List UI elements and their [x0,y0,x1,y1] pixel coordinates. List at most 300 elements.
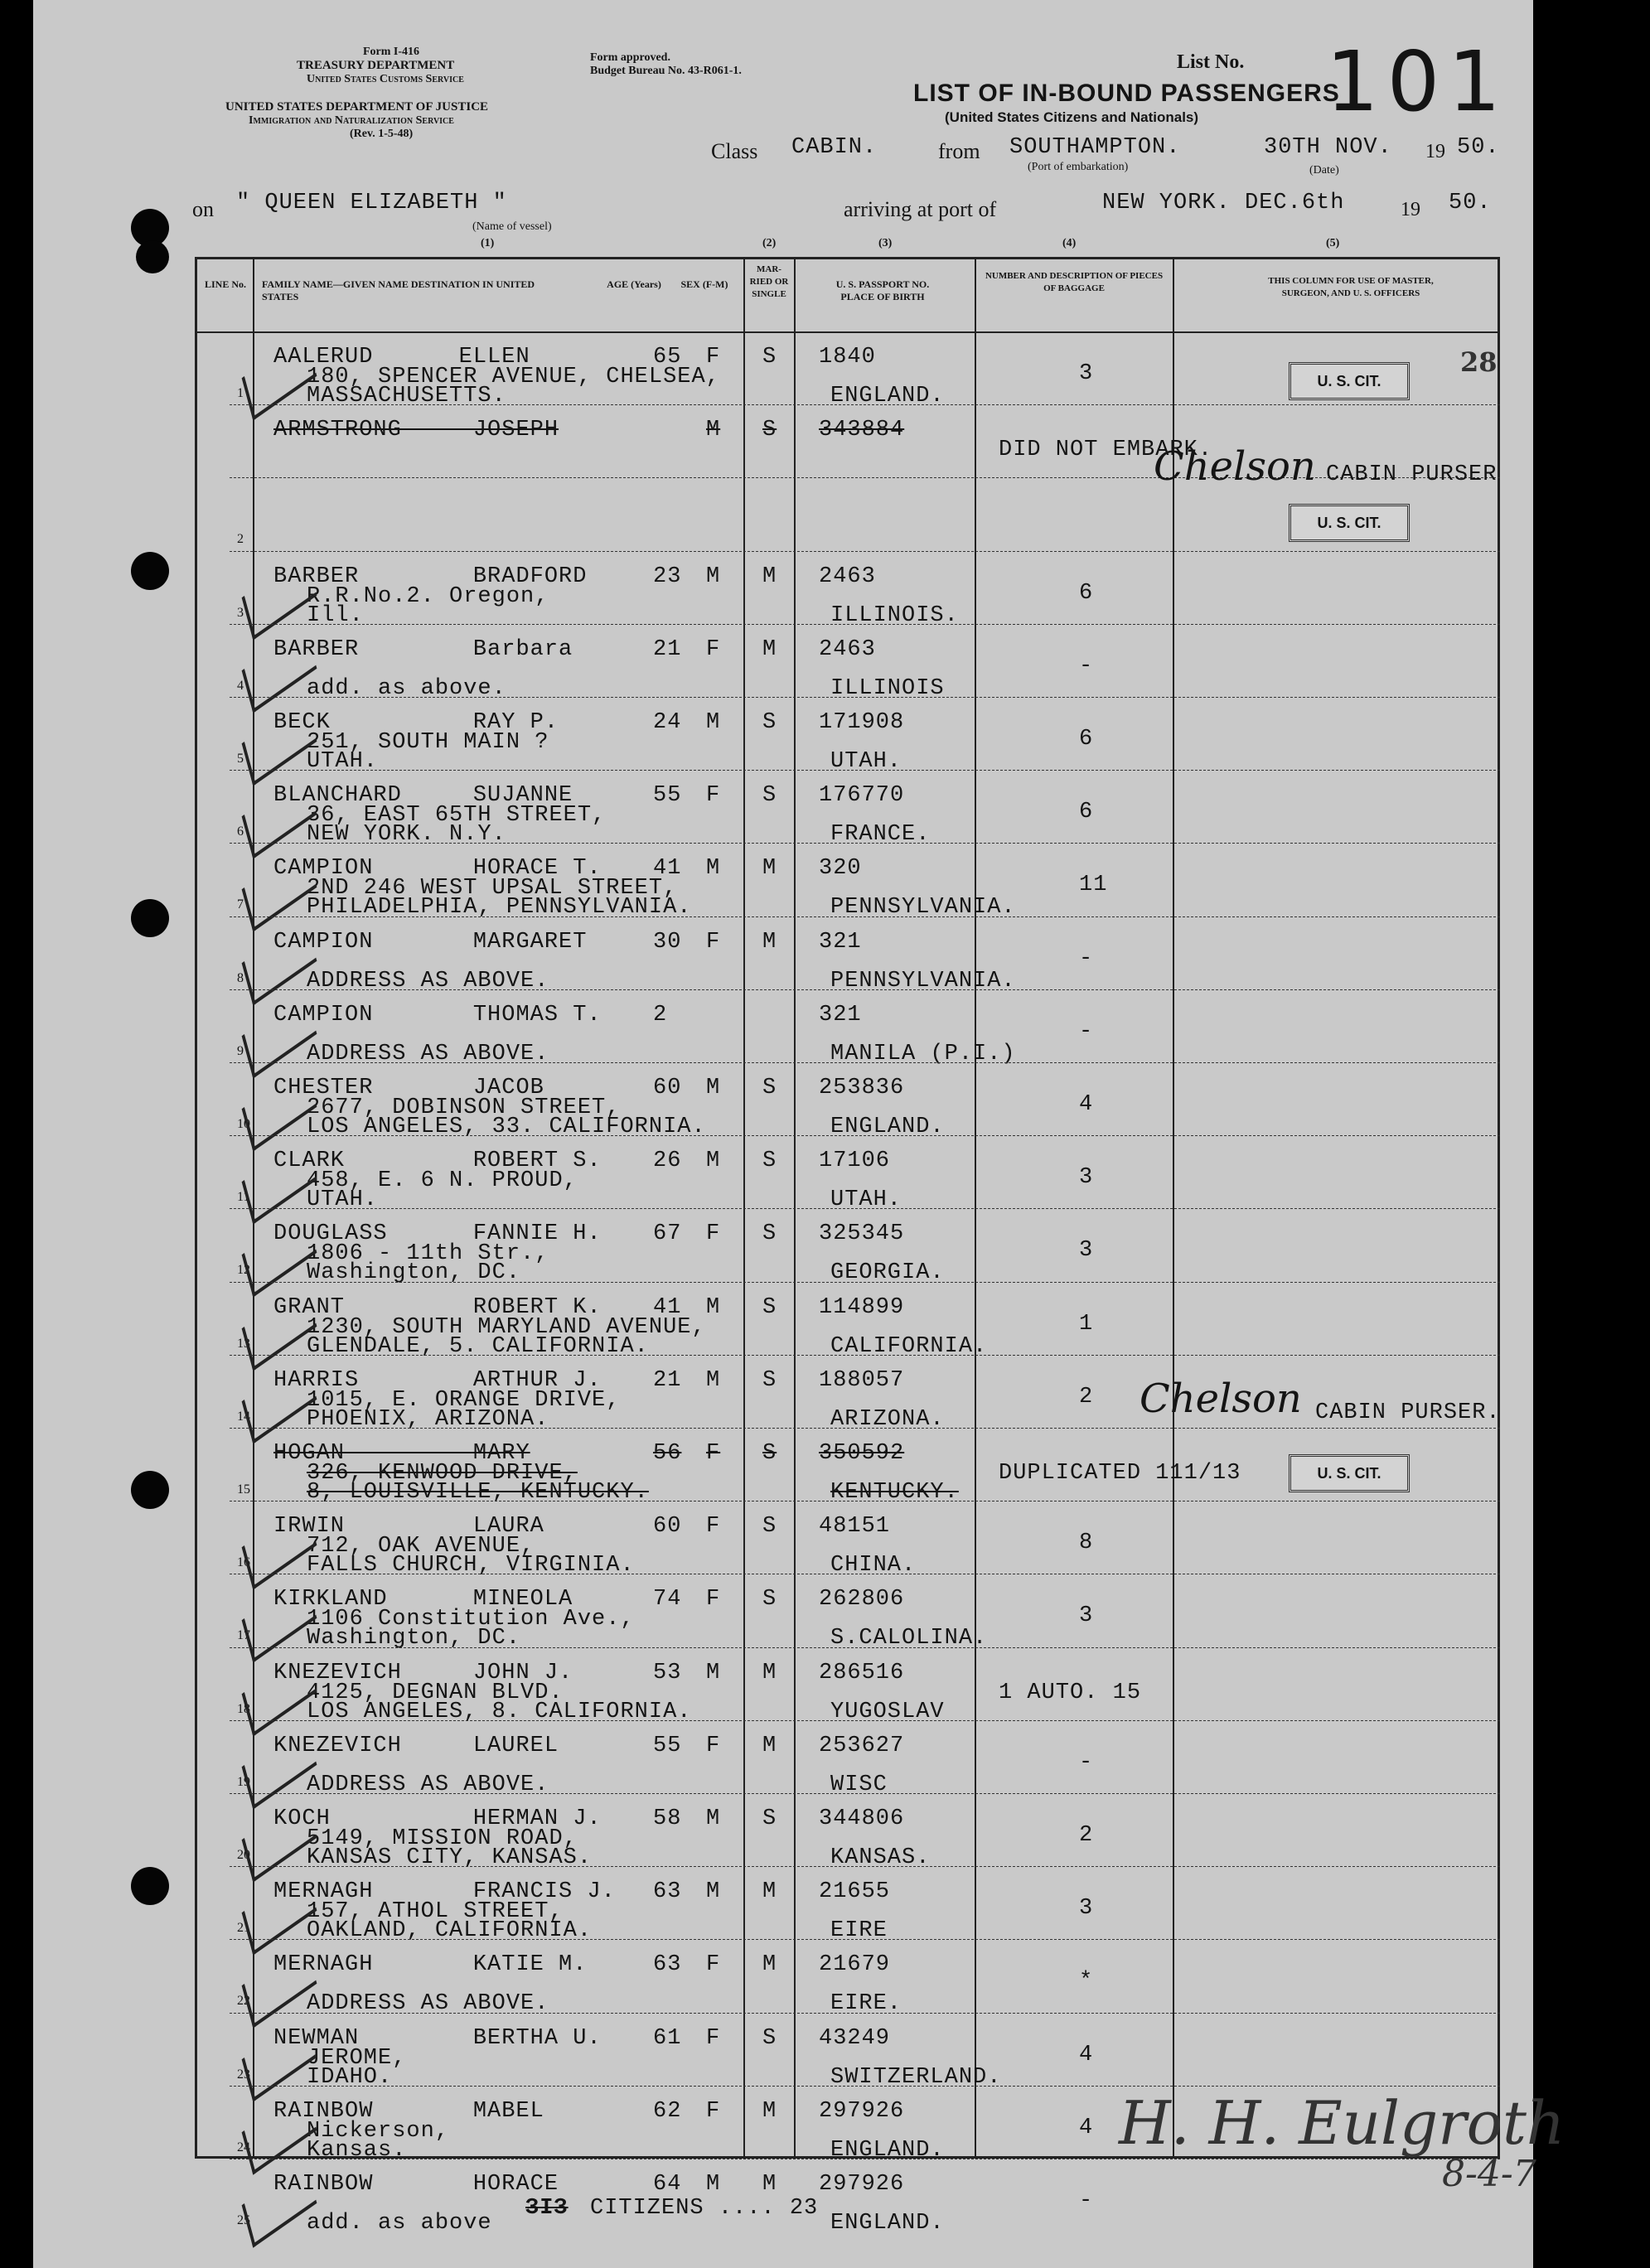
row-line-number: 18 [237,1701,250,1716]
place-of-birth: ENGLAND. [830,2211,945,2236]
passport-number: 262806 [819,1587,905,1613]
header-baggage: NUMBER AND DESCRIPTION OF PIECES OF BAGGAGE [985,271,1164,293]
baggage: - [1079,1018,1094,1044]
row-line-number: 15 [237,1482,250,1497]
place-of-birth: ENGLAND. [830,1115,945,1139]
address-line-1: 712, OAK AVENUE, [307,1534,535,1560]
place-of-birth: FRANCE. [830,822,931,848]
address-line-2: ADDRESS AS ABOVE. [307,1041,549,1066]
place-of-birth: KENTUCKY. [830,1480,959,1505]
row-divider [230,1939,1500,1940]
row-divider [230,1135,1500,1136]
passenger-age: 67 [653,1221,682,1247]
marital-status: M [762,636,777,662]
us-cit-stamp: U. S. CIT. [1289,504,1410,542]
departure-date: 30TH NOV. [1264,135,1392,160]
marital-status: M [762,2172,777,2197]
baggage: 1 [1079,1311,1094,1337]
treasury-dept: TREASURY DEPARTMENT [297,59,455,72]
row-divider [230,1793,1500,1794]
passenger-sex: F [706,1952,721,1978]
passenger-name: ARMSTRONG JOSEPH [273,418,559,443]
row-line-number: 8 [237,970,244,985]
form-approved: Form approved. [590,51,670,64]
passenger-name: MERNAGH FRANCIS J. [273,1879,616,1905]
baggage: * [1079,1969,1094,1995]
marital-status: S [762,1149,777,1174]
passenger-age: 55 [653,1733,682,1758]
page-subtitle: (United States Citizens and Nationals) [945,109,1199,125]
col-num-4: (4) [1062,237,1077,249]
justice-dept: UNITED STATES DEPARTMENT OF JUSTICE [225,100,489,114]
passenger-sex: F [706,2098,721,2124]
marital-status: S [762,345,777,370]
place-of-birth: KANSAS. [830,1845,931,1870]
year-2: 50. [1449,191,1492,215]
passenger-sex: F [706,1733,721,1758]
passenger-sex: F [706,636,721,662]
address-line-2: ADDRESS AS ABOVE. [307,968,549,994]
year-prefix-2: 19 [1401,199,1420,220]
baggage: DUPLICATED 111/13 [999,1461,1241,1486]
row-divider [230,1866,1500,1867]
header-officers: THIS COLUMN FOR USE OF MASTER, SURGEON, AND U. S. OFFICERS [1268,276,1434,298]
address-line-1: 180, SPENCER AVENUE, CHELSEA, [307,365,720,389]
baggage: 3 [1079,1165,1094,1191]
passenger-age: 60 [653,1514,682,1540]
passport-number: 171908 [819,710,905,735]
marital-status: M [762,563,777,589]
address-line-1: 2677, DOBINSON STREET, [307,1095,621,1120]
on-label: on [192,197,214,221]
passport-number: 344806 [819,1806,905,1831]
marital-status: S [762,418,777,443]
passenger-sex: F [706,783,721,809]
passenger-sex: F [706,1587,721,1613]
place-of-birth: EIRE [830,1918,888,1944]
customs-service: United States Customs Service [307,73,464,85]
passenger-sex: M [706,1367,721,1393]
baggage: 3 [1079,1603,1094,1629]
purser-label-2: CABIN PURSER. [1315,1400,1501,1425]
vessel-name: " QUEEN ELIZABETH " [236,191,507,215]
list-no-label: List No. [1177,51,1245,73]
passenger-sex: M [706,1660,721,1685]
passenger-name: AALERUD ELLEN [273,345,530,370]
row-line-number: 7 [237,897,244,912]
purser-signature: Chelson [1154,443,1316,490]
passport-number: 321 [819,929,862,955]
row-line-number: 24 [237,2140,250,2154]
row-divider [230,404,1500,405]
passenger-age: 21 [653,636,682,662]
address-line-2: Kansas. [307,2137,407,2163]
passenger-age: 56 [653,1441,682,1466]
row-line-number: 2 [237,532,244,547]
passport-number: 343884 [819,418,905,443]
place-of-birth: ENGLAND. [830,384,945,409]
baggage: 3 [1079,1238,1094,1264]
row-line-number: 19 [237,1774,250,1789]
passenger-age: 63 [653,1879,682,1905]
ins-service: Immigration and Naturalization Service [249,114,454,127]
marital-status: S [762,1221,777,1247]
col-num-1: (1) [481,237,495,249]
row-divider [230,770,1500,771]
place-of-birth: ARIZONA. [830,1406,945,1432]
address-line-2: LOS ANGELES, 33. CALIFORNIA. [307,1115,706,1139]
address-line-1: 157, ATHOL STREET, [307,1899,564,1925]
row-divider [230,1720,1500,1721]
baggage: - [1079,1749,1094,1775]
header-age: AGE (Years) [607,278,661,290]
col-num-2: (2) [762,237,777,249]
address-line-1: 326, KENWOOD DRIVE, [307,1461,578,1486]
marital-status: M [762,1952,777,1978]
punch-hole [131,899,169,937]
place-of-birth: S.CALOLINA. [830,1626,988,1651]
address-line-1: 458, E. 6 N. PROUD, [307,1168,578,1194]
form-id: Form I-416 [363,46,420,58]
row-line-number: 1 [237,386,244,400]
address-line-1: 2ND 246 WEST UPSAL STREET, [307,876,678,902]
page-title: LIST OF IN-BOUND PASSENGERS [913,80,1340,107]
passenger-name: CAMPION THOMAS T. [273,1002,602,1028]
address-line-2: PHILADELPHIA, PENNSYLVANIA. [307,895,692,921]
row-divider [230,2013,1500,2014]
address-line-1: 1106 Constitution Ave., [307,1607,635,1632]
passport-number: 320 [819,856,862,882]
citizens-total: CITIZENS .... 23 [590,2196,819,2221]
passport-number: 48151 [819,1514,891,1540]
marital-status: S [762,710,777,735]
passenger-name: HOGAN MARY [273,1441,530,1466]
row-divider [230,697,1500,698]
place-of-birth: YUGOSLAV [830,1699,945,1724]
baggage: - [1079,2188,1094,2213]
passenger-age: 41 [653,1294,682,1320]
address-line-2: Ill. [307,602,364,628]
passenger-sex: F [706,1514,721,1540]
vessel-caption: (Name of vessel) [472,220,552,233]
passenger-age: 55 [653,783,682,809]
passenger-name: RAINBOW MABEL [273,2098,544,2124]
address-line-2: GLENDALE, 5. CALIFORNIA. [307,1333,649,1359]
class-value: CABIN. [791,135,878,160]
passenger-age: 30 [653,929,682,955]
passenger-age: 58 [653,1806,682,1831]
passenger-name: MERNAGH KATIE M. [273,1952,588,1978]
budget-bureau: Budget Bureau No. 43-R061-1. [590,65,742,77]
passport-number: 297926 [819,2098,905,2124]
us-cit-stamp: U. S. CIT. [1289,362,1410,400]
row-divider [230,1282,1500,1283]
marital-status: M [762,1879,777,1905]
punch-hole [131,1471,169,1509]
row-divider [230,1428,1500,1429]
row-divider [230,2086,1500,2087]
row-line-number: 21 [237,1921,250,1936]
col-num-3: (3) [878,237,893,249]
passport-number: 17106 [819,1149,891,1174]
year-prefix-1: 19 [1425,141,1445,162]
baggage: DID NOT EMBARK. [999,438,1213,463]
arriving-label: arriving at port of [844,197,997,221]
baggage: 1 AUTO. 15 [999,1680,1142,1705]
punch-hole [136,240,169,273]
passenger-name: CHESTER JACOB [273,1076,544,1100]
baggage: 6 [1079,727,1094,752]
marital-status: S [762,1367,777,1393]
address-line-2: Washington, DC. [307,1260,521,1286]
place-of-birth: UTAH. [830,749,902,774]
row-line-number: 10 [237,1117,250,1131]
address-line-2: OAKLAND, CALIFORNIA. [307,1918,593,1944]
year-1: 50. [1457,135,1500,160]
passenger-name: CAMPION MARGARET [273,929,588,955]
row-line-number: 16 [237,1555,250,1570]
address-line-1: 1015, E. ORANGE DRIVE, [307,1387,621,1413]
address-line-2: MASSACHUSETTS. [307,384,506,409]
purser-label-1: CABIN PURSER [1326,462,1498,487]
address-line-1: Nickerson, [307,2118,450,2144]
row-line-number: 12 [237,1263,250,1278]
baggage: 4 [1079,2115,1094,2140]
class-label: Class [711,139,758,163]
place-of-birth: MANILA (P.I.) [830,1041,1016,1066]
passenger-sex: M [706,2172,721,2197]
row-line-number: 22 [237,1994,250,2009]
passenger-name: KOCH HERMAN J. [273,1806,602,1831]
list-number: 101 [1326,33,1509,130]
passenger-sex: M [706,1076,721,1100]
row-line-number: 20 [237,1848,250,1862]
passport-number: 286516 [819,1660,905,1685]
marital-status: S [762,1294,777,1320]
passenger-age: 26 [653,1149,682,1174]
port-caption: (Port of embarkation) [1028,161,1129,173]
row-divider [230,1501,1500,1502]
passenger-age: 23 [653,563,682,589]
marital-status: M [762,929,777,955]
punch-hole [131,552,169,590]
passenger-name: DOUGLASS FANNIE H. [273,1221,602,1247]
marital-status: S [762,1076,777,1100]
col-num-5: (5) [1326,237,1340,249]
row-divider [230,1062,1500,1063]
passenger-age: 74 [653,1587,682,1613]
officer-note: 8-4-7 [1442,2153,1536,2195]
passenger-name: RAINBOW HORACE [273,2172,559,2197]
passenger-name: GRANT ROBERT K. [273,1294,602,1320]
purser-signature: Chelson [1140,1376,1302,1422]
officer-signature: H. H. Eulgroth [1119,2088,1565,2158]
passenger-sex: F [706,1441,721,1466]
place-of-birth: GEORGIA. [830,1260,945,1286]
passport-number: 176770 [819,783,905,809]
passenger-age: 53 [653,1660,682,1685]
row-line-number: 3 [237,605,244,620]
row-divider [230,916,1500,917]
passenger-age: 21 [653,1367,682,1393]
place-of-birth: ILLINOIS [830,675,945,701]
passenger-name: BARBER Barbara [273,636,573,662]
address-line-2: Washington, DC. [307,1626,521,1651]
passport-number: 325345 [819,1221,905,1247]
address-line-1: 5149, MISSION ROAD, [307,1826,578,1851]
row-line-number: 5 [237,752,244,766]
address-line-2: LOS ANGELES, 8. CALIFORNIA. [307,1699,692,1724]
passenger-name: KIRKLAND MINEOLA [273,1587,573,1613]
baggage: 4 [1079,1092,1094,1117]
passenger-sex: F [706,345,721,370]
address-line-2: add. as above. [307,675,506,701]
place-of-birth: PENNSYLVANIA. [830,895,1016,921]
arrival-port-date: NEW YORK. DEC.6th [1102,191,1345,215]
place-of-birth: ILLINOIS. [830,602,959,628]
place-of-birth: PENNSYLVANIA. [830,968,1016,994]
passport-number: 1840 [819,345,876,370]
from-label: from [938,139,980,163]
address-line-2: NEW YORK. N.Y. [307,822,506,848]
passenger-sex: M [706,1294,721,1320]
marital-status: S [762,1806,777,1831]
baggage: 4 [1079,2042,1094,2067]
marital-status: S [762,1514,777,1540]
place-of-birth: ENGLAND. [830,2137,945,2163]
passport-number: 43249 [819,2025,891,2051]
passenger-age: 63 [653,1952,682,1978]
passenger-name: KNEZEVICH JOHN J. [273,1660,573,1685]
baggage: 11 [1079,873,1108,898]
address-line-2: KANSAS CITY, KANSAS. [307,1845,593,1870]
baggage: 2 [1079,1823,1094,1848]
row-line-number: 14 [237,1409,250,1424]
passenger-sex: F [706,2025,721,2051]
passenger-sex: F [706,1221,721,1247]
marital-status: M [762,1660,777,1685]
marital-status: S [762,1587,777,1613]
baggage: 6 [1079,800,1094,825]
row-line-number: 9 [237,1043,244,1058]
passenger-sex: M [706,1806,721,1831]
row-line-number: 17 [237,1628,250,1643]
address-line-2: 8, LOUISVILLE, KENTUCKY. [307,1480,649,1505]
marital-status: M [762,1733,777,1758]
address-line-2: add. as above [307,2211,492,2236]
row-divider [230,1647,1500,1648]
footer-struck-count: ЗІЗ [525,2196,569,2221]
passenger-age: 61 [653,2025,682,2051]
manifest-sheet [33,0,1565,2268]
passenger-name: BECK RAY P. [273,710,559,735]
baggage: - [1079,653,1094,679]
row-divider [230,551,1500,552]
row-divider [230,1355,1500,1356]
row-divider [230,1208,1500,1209]
passport-number: 21679 [819,1952,891,1978]
passenger-sex: F [706,929,721,955]
address-line-1: 4125, DEGNAN BLVD. [307,1680,564,1705]
address-line-2: PHOENIX, ARIZONA. [307,1406,549,1432]
place-of-birth: UTAH. [830,1187,902,1213]
passenger-age: 65 [653,345,682,370]
passport-number: 321 [819,1002,862,1028]
passenger-sex: M [706,710,721,735]
baggage: 2 [1079,1384,1094,1410]
passenger-age: 62 [653,2098,682,2124]
passport-number: 114899 [819,1294,905,1320]
marital-status: S [762,2025,777,2051]
passenger-name: CLARK ROBERT S. [273,1149,602,1174]
header-rule [195,331,1500,333]
marital-status: S [762,1441,777,1466]
punch-hole [131,1867,169,1905]
passenger-name: IRWIN LAURA [273,1514,544,1540]
row-divider [230,843,1500,844]
passport-number: 2463 [819,563,876,589]
passport-number: 2463 [819,636,876,662]
passenger-sex: M [706,856,721,882]
passport-number: 297926 [819,2172,905,2197]
passenger-name: CAMPION HORACE T. [273,856,602,882]
row-line-number: 6 [237,825,244,839]
place-of-birth: CHINA. [830,1553,917,1579]
baggage: 8 [1079,1531,1094,1556]
passport-number: 188057 [819,1367,905,1393]
address-line-1: 1806 - 11th Str., [307,1241,549,1267]
row-line-number: 4 [237,678,244,693]
baggage: 3 [1079,1896,1094,1922]
embarkation-port: SOUTHAMPTON. [1009,135,1181,160]
baggage: - [1079,945,1094,971]
date-caption: (Date) [1309,164,1339,177]
address-line-1: 36, EAST 65TH STREET, [307,803,607,829]
header-passport: U. S. PASSPORT NO. PLACE OF BIRTH [835,278,930,302]
header-sex: SEX (F-M) [680,278,728,290]
revision: (Rev. 1-5-48) [350,128,414,140]
address-line-1: 251, SOUTH MAIN ? [307,730,549,755]
header-line-no: LINE No. [204,278,246,290]
passenger-age: 24 [653,710,682,735]
passport-number: 253627 [819,1733,905,1758]
address-line-1: JEROME, [307,2045,407,2071]
place-of-birth: EIRE. [830,1991,902,2017]
passenger-age: 2 [653,1002,668,1028]
header-married: MAR-RIED OR SINGLE [749,264,789,299]
address-line-1: R.R.No.2. Oregon, [307,583,549,609]
passenger-name: HARRIS ARTHUR J. [273,1367,602,1393]
row-divider [230,624,1500,625]
row-line-number: 25 [237,2213,250,2227]
passenger-sex: M [706,418,721,443]
passenger-name: BARBER BRADFORD [273,563,588,589]
count-28: 28 [1460,346,1498,378]
row-divider [230,989,1500,990]
address-line-1: 1230, SOUTH MARYLAND AVENUE, [307,1314,706,1340]
passenger-age: 64 [653,2172,682,2197]
place-of-birth: WISC [830,1772,888,1797]
passenger-name: BLANCHARD SUJANNE [273,783,573,809]
passport-number: 253836 [819,1076,905,1100]
passenger-sex: M [706,1149,721,1174]
us-cit-stamp: U. S. CIT. [1289,1454,1410,1492]
place-of-birth: SWITZERLAND. [830,2064,1002,2090]
address-line-2: IDAHO. [307,2064,393,2090]
address-line-2: UTAH. [307,1187,379,1213]
address-line-2: UTAH. [307,749,379,774]
passenger-name: KNEZEVICH LAUREL [273,1733,559,1758]
